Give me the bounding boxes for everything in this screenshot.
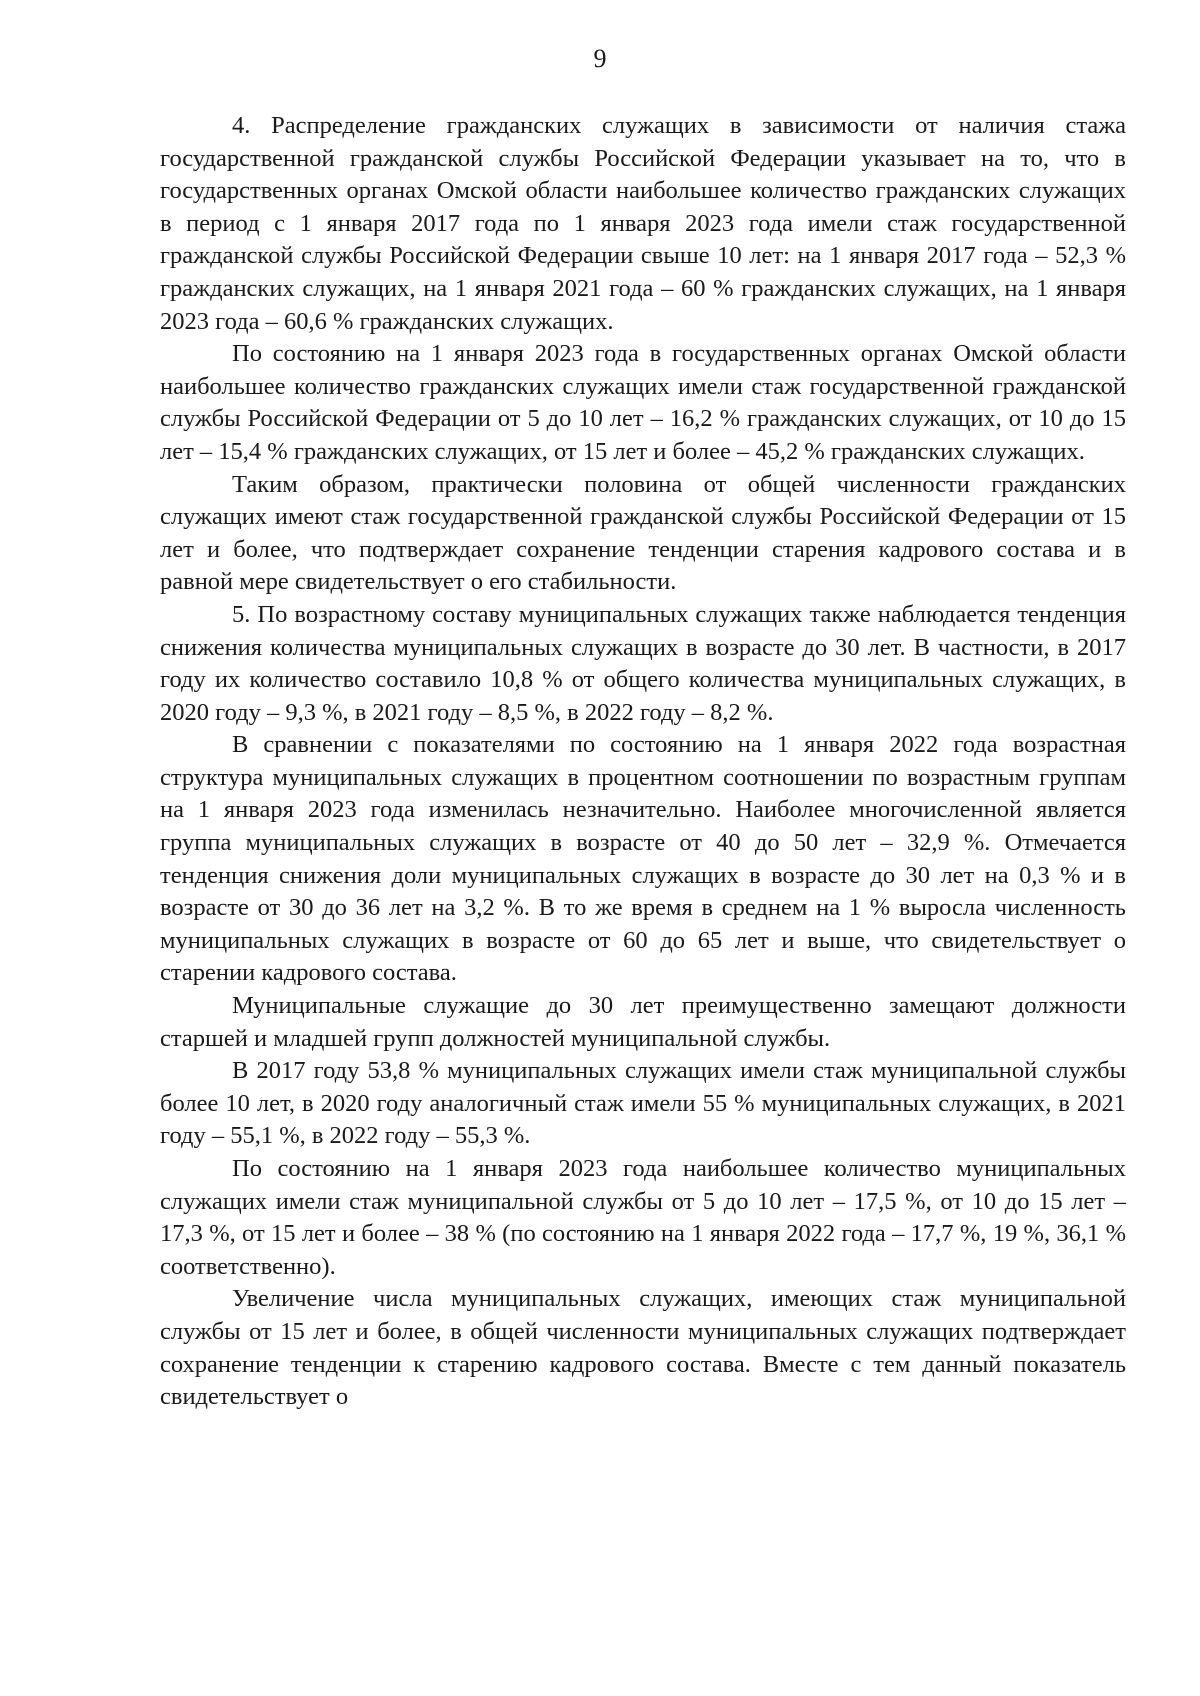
paragraph: Увеличение числа муниципальных служащих, имеющих стаж муниципальной службы от 15 лет и более, в общей численности муниципальных служащих подтверждает сохранение тенденции к старению кадрового состава. Вместе с тем данный показатель свидетельствует о [160, 1285, 1126, 1411]
paragraph: Муниципальные служащие до 30 лет преимущественно замещают должности старшей и младшей групп должностей муниципальной службы. [160, 992, 1126, 1052]
paragraph: По состоянию на 1 января 2023 года наибольшее количество муниципальных служащих имели стаж муниципальной службы от 5 до 10 лет – 17,5 %, от 10 до 15 лет – 17,3 %, от 15 лет и более – 38 % (по состоянию на 1 января 2022 года – 17,7 %, 19 %, 36,1 % соответственно). [160, 1155, 1126, 1280]
paragraph: Таким образом, практически половина от общей численности гражданских служащих имеют стаж государственной гражданской службы Российской Федерации от 15 лет и более, что подтверждает сохранение тенденции старения кадрового состава и в равной мере свидетельствует о его стабильности. [160, 470, 1126, 596]
body-text [160, 110, 1126, 1414]
paragraph: В сравнении с показателями по состоянию на 1 января 2022 года возрастная структура муниципальных служащих в процентном соотношении по возрастным группам на 1 января 2023 года изменилась незначительно. Наиболее многочисленной является группа муниципальных служащих в возрасте от 40 до 50 лет – 32,9 %. Отмечается тенденция снижения доли муниципальных служащих в возрасте до 30 лет на 0,3 % и в возрасте от 30 до 36 лет на 3,2 %. В то же время в среднем на 1 % выросла численность муниципальных служащих в возрасте от 60 до 65 лет и выше, что свидетельствует о старении кадрового состава. [160, 731, 1126, 987]
paragraph: 4. Распределение гражданских служащих в зависимости от наличия стажа государственной гражданской службы Российской Федерации указывает на то, что в государственных органах Омской области наибольшее количество гражданских служащих в период с 1 января 2017 года по 1 января 2023 года имели стаж государственной гражданской службы Российской Федерации свыше 10 лет: на 1 января 2017 года – 52,3 % гражданских служащих, на 1 января 2021 года – 60 % гражданских служащих, на 1 января 2023 года – 60,6 % гражданских служащих. [160, 112, 1126, 335]
paragraph: В 2017 году 53,8 % муниципальных служащих имели стаж муниципальной службы более 10 лет, в 2020 году аналогичный стаж имели 55 % муниципальных служащих, в 2021 году – 55,1 %, в 2022 году – 55,3 %. [160, 1057, 1126, 1150]
paragraph: 5. По возрастному составу муниципальных служащих также наблюдается тенденция снижения количества муниципальных служащих в возрасте до 30 лет. В частности, в 2017 году их количество составило 10,8 % от общего количества муниципальных служащих, в 2020 году – 9,3 %, в 2021 году – 8,5 %, в 2022 году – 8,2 %. [160, 600, 1126, 726]
paragraph: По состоянию на 1 января 2023 года в государственных органах Омской области наибольшее количество гражданских служащих имели стаж государственной гражданской службы Российской Федерации от 5 до 10 лет – 16,2 % гражданских служащих, от 10 до 15 лет – 15,4 % гражданских служащих, от 15 лет и более – 45,2 % гражданских служащих. [160, 340, 1126, 465]
page-number: 9 [593, 44, 607, 73]
